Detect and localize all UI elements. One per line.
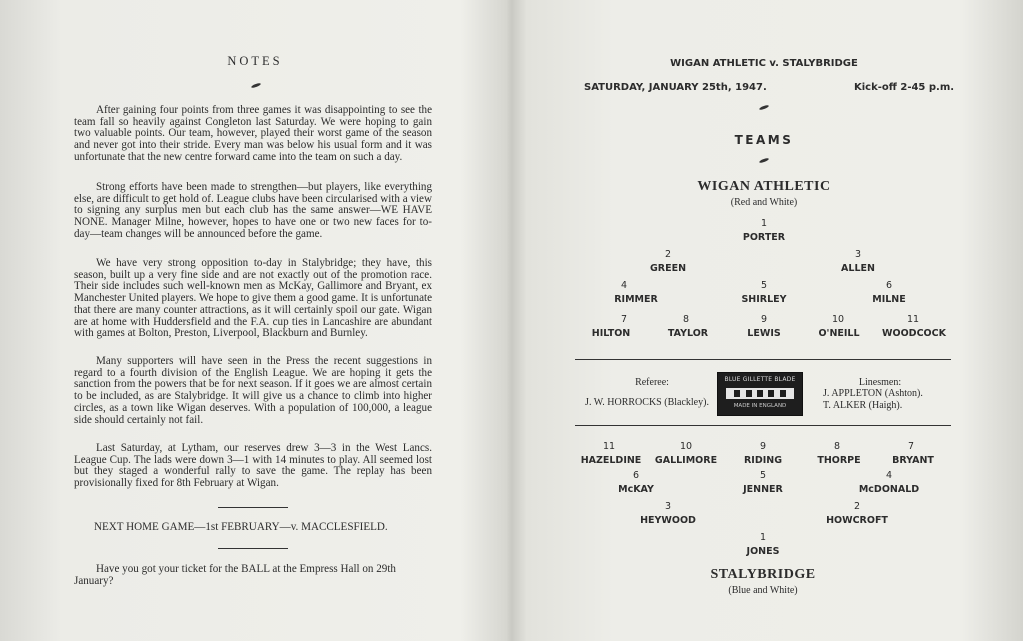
player-number: 3 [664,501,672,512]
player-number: 5 [760,280,768,291]
player-number: 9 [760,314,768,325]
player-name: HOWCROFT [826,515,888,526]
player-number: 5 [759,470,767,481]
divider [575,359,951,360]
notes-paragraph-1: After gaining four points from three games it was disappointing to see the team fall so heavily against Congleton last Saturday. We were hoping to gain two valuable points. Our team, however, played their worst game of the season and never got into their stride. Every man was below his usual form and it was unfortunate that the new centre forward came into the team on such a day. [74,104,432,163]
ornament-icon [251,82,261,88]
notes-title: NOTES [227,54,283,68]
player-number: 10 [831,314,845,325]
divider [575,425,951,426]
player-number: 6 [632,470,640,481]
player-number: 7 [620,314,628,325]
home-team-name: WIGAN ATHLETIC [697,179,831,194]
ball-notice: Have you got your ticket for the BALL at the Empress Hall on 29th January? [74,563,396,587]
player-name: McKAY [618,484,654,495]
player-name: O'NEILL [818,328,860,339]
player-name: HILTON [591,328,631,339]
player-number: 8 [682,314,690,325]
away-team-name: STALYBRIDGE [710,567,816,582]
divider [218,507,288,508]
player-name: SHIRLEY [741,294,787,305]
player-number: 2 [664,249,672,260]
advert-text-bottom: MADE IN ENGLAND [733,403,787,409]
player-number: 7 [907,441,915,452]
player-name: MILNE [872,294,906,305]
player-name: THORPE [817,455,861,466]
player-number: 6 [885,280,893,291]
linesman-2: T. ALKER (Haigh). [823,400,903,411]
player-name: JONES [746,546,780,557]
player-name: PORTER [742,232,786,243]
player-name: RIMMER [614,294,658,305]
player-number: 8 [833,441,841,452]
razor-blade-advert [717,372,803,416]
linesman-1: J. APPLETON (Ashton). [823,388,923,399]
fixture-title: WIGAN ATHLETIC v. STALYBRIDGE [670,58,858,69]
away-team-colours: (Blue and White) [728,585,798,596]
referee-label: Referee: [635,377,669,388]
advert-text-top: BLUE GILLETTE BLADE [724,376,796,383]
divider [218,548,288,549]
player-name: GALLIMORE [654,455,718,466]
kickoff-time: Kick-off 2-45 p.m. [854,82,955,93]
blade-icon [726,388,794,399]
player-number: 11 [602,441,616,452]
notes-paragraph-3: We have very strong opposition to-day in Stalybridge; they have, this season, built up a very fine side and are not exactly out of the promotion race. Their side includes such well-known men as McKay, Gallimore and Bryant, ex Manchester United players. We hope to give them a good game. It is unfortunate that there are many counter attractions, as it will certainly spoil our gate. Wigan are at home with Huddersfield and the F.A. cup ties in Lancashire are abundant with games at Bolton, Preston, Liverpool, Blackburn and Burnley. [74,257,432,340]
linesmen-label: Linesmen: [858,377,902,388]
ornament-icon [759,157,769,163]
player-number: 10 [679,441,693,452]
ornament-icon [759,104,769,110]
match-date: SATURDAY, JANUARY 25th, 1947. [584,82,767,93]
player-number: 1 [759,532,767,543]
notes-paragraph-5: Last Saturday, at Lytham, our reserves drew 3—3 in the West Lancs. League Cup. The lads were down 3—1 with 14 minutes to play. All seemed lost but they staged a wonderful rally to save the game. The replay has been provisionally fixed for 8th February at Wigan. [74,442,432,490]
notes-paragraph-4: Many supporters will have seen in the Press the recent suggestions in regard to a fourth division of the English League. We are hoping it gets the sanction from the powers that be for next season. If it goes we are almost certain to be included, as are Stalybridge. It will give us a chance to climb into higher circles, as a town like Wigan deserves. With a population of 100,000, a league side should certainly not fail. [74,355,432,426]
player-number: 11 [906,314,920,325]
next-home-game: NEXT HOME GAME—1st FEBRUARY—v. MACCLESFIELD. [94,521,388,533]
player-number: 3 [854,249,862,260]
home-team-colours: (Red and White) [730,197,798,208]
player-number: 4 [620,280,628,291]
player-name: ALLEN [841,263,875,274]
notes-paragraph-2: Strong efforts have been made to strengthen—but players, like everything else, are difficult to get hold of. League clubs have been circularised with a view to signing any surplus men but each club has the same answer—WE HAVE NONE. Manager Milne, however, hopes to have one or two new faces for to-day—team changes will be announced before the game. [74,181,432,240]
player-name: McDONALD [858,484,920,495]
player-number: 4 [885,470,893,481]
player-name: GREEN [649,263,687,274]
player-name: RIDING [743,455,783,466]
player-name: HEYWOOD [640,515,696,526]
player-name: HAZELDINE [580,455,642,466]
player-name: BRYANT [892,455,934,466]
player-name: WOODCOCK [882,328,946,339]
referee-name: J. W. HORROCKS (Blackley). [585,397,709,408]
player-name: LEWIS [747,328,781,339]
player-number: 9 [759,441,767,452]
player-name: JENNER [743,484,783,495]
teams-title: TEAMS [734,133,794,147]
player-name: TAYLOR [667,328,709,339]
player-number: 2 [853,501,861,512]
player-number: 1 [760,218,768,229]
